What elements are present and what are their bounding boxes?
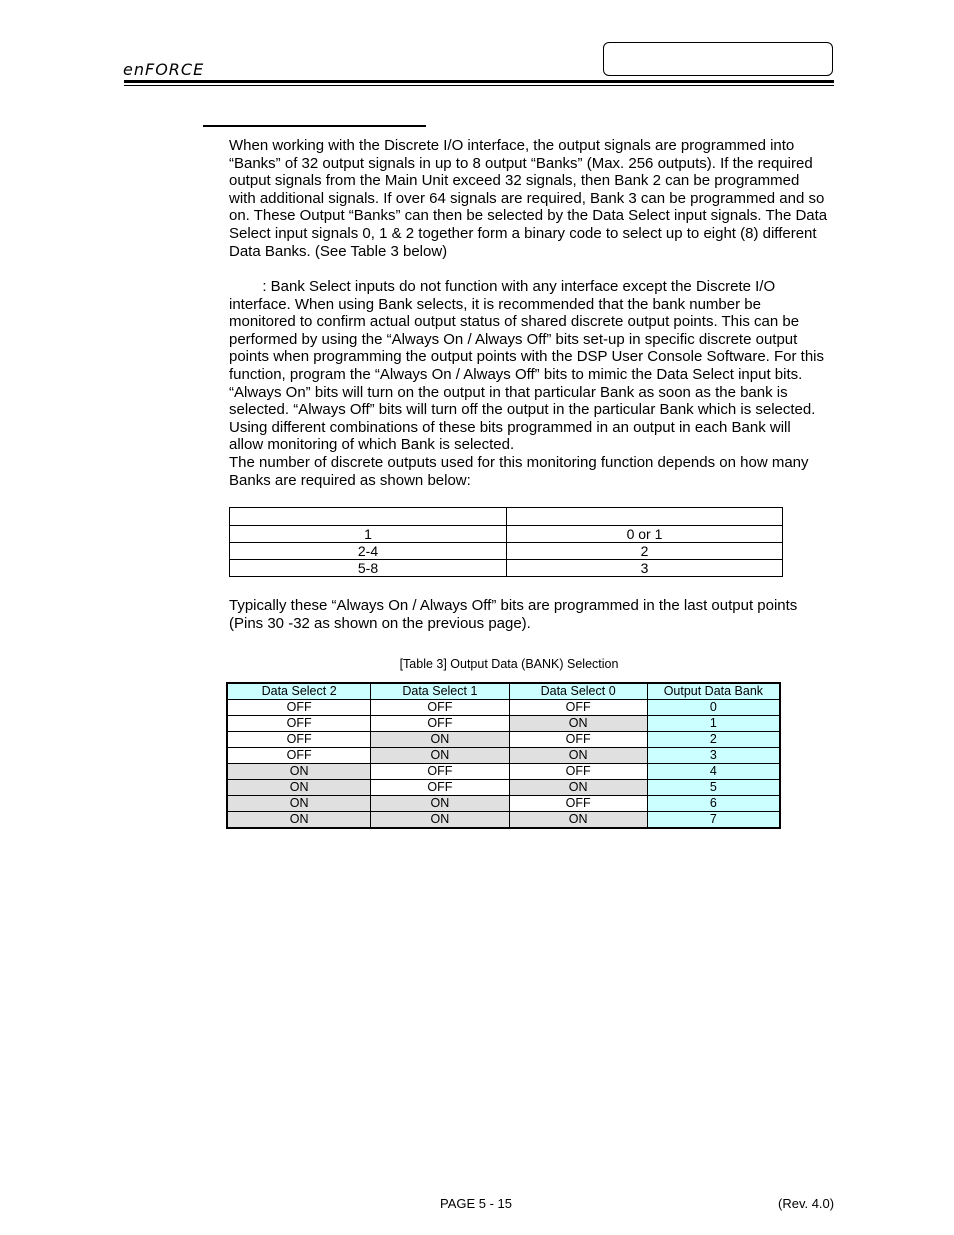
select-cell: OFF — [227, 732, 371, 748]
table-header-cell — [507, 508, 783, 526]
select-cell: OFF — [509, 700, 647, 716]
header-output-data-bank: Output Data Bank — [647, 683, 780, 700]
header-rule — [124, 80, 834, 83]
bank-cell: 7 — [647, 812, 780, 829]
header-data-select-1: Data Select 1 — [371, 683, 509, 700]
table-row — [230, 526, 783, 543]
bank-cell: 5 — [647, 780, 780, 796]
table-cell: 0 or 1 — [507, 526, 783, 543]
select-cell: ON — [371, 732, 509, 748]
select-cell: OFF — [371, 780, 509, 796]
select-cell: OFF — [371, 764, 509, 780]
intro-paragraph: When working with the Discrete I/O interface, the output signals are programmed into “Banks” of 32 output signals in up to 8 output “Banks” (Max. 256 outputs). If the required output signals from the Main Unit exceed 32 signals, then Bank 2 can be programmed with additional signals. If over 64 signals are required, Bank 3 can be programmed and so on. These Output “Banks” can then be selected by the Data Select input signals. The Data Select input signals 0, 1 & 2 together form a binary code to select up to eight (8) different Data Banks. (See Table 3 below) — [229, 137, 828, 260]
banks-outputs-table — [229, 507, 783, 577]
select-cell: OFF — [509, 764, 647, 780]
bank-cell: 3 — [647, 748, 780, 764]
select-cell: ON — [509, 780, 647, 796]
table-row — [227, 700, 780, 716]
table3-caption: [Table 3] Output Data (BANK) Selection — [399, 657, 619, 671]
table-row — [227, 780, 780, 796]
header-data-select-2: Data Select 2 — [227, 683, 371, 700]
header-data-select-0: Data Select 0 — [509, 683, 647, 700]
table-row — [227, 716, 780, 732]
page-number: PAGE 5 - 15 — [440, 1196, 513, 1211]
table-row — [227, 764, 780, 780]
section-heading-rule — [203, 125, 426, 127]
select-cell: ON — [371, 812, 509, 829]
select-cell: OFF — [227, 716, 371, 732]
note-paragraph — [229, 278, 829, 489]
table-header-row — [227, 683, 780, 700]
select-cell: ON — [227, 780, 371, 796]
select-cell: ON — [509, 812, 647, 829]
table-row — [227, 732, 780, 748]
table-row — [227, 812, 780, 829]
select-cell: ON — [371, 748, 509, 764]
table-cell: 1 — [230, 526, 507, 543]
table-row — [227, 748, 780, 764]
monitoring-text: The number of discrete outputs used for this monitoring function depends on how many Banks are required as shown below: — [229, 453, 809, 489]
bank-cell: 2 — [647, 732, 780, 748]
select-cell: OFF — [227, 700, 371, 716]
select-cell: OFF — [371, 716, 509, 732]
select-cell: ON — [227, 764, 371, 780]
select-cell: OFF — [509, 796, 647, 812]
bank-cell: 6 — [647, 796, 780, 812]
table-row — [230, 543, 783, 560]
typical-paragraph: Typically these “Always On / Always Off” bits are programmed in the last output points (Pins 30 -32 as shown on the previous page). — [229, 597, 798, 632]
bank-cell: 0 — [647, 700, 780, 716]
table-cell: 2 — [507, 543, 783, 560]
bank-cell: 1 — [647, 716, 780, 732]
select-cell: OFF — [371, 700, 509, 716]
select-cell: ON — [509, 748, 647, 764]
select-cell: ON — [227, 812, 371, 829]
select-cell: OFF — [227, 748, 371, 764]
enforce-logo: enFORCE — [123, 60, 205, 79]
bank-cell: 4 — [647, 764, 780, 780]
note-text: : Bank Select inputs do not function with any interface except the Discrete I/O interface. When using Bank selects, it is recommended that the bank number be monitored to confirm actual output status of shared discrete output points. This can be performed by using the “Always On / Always Off” bits set-up in specific discrete output points when programming the output points with the DSP User Console Software. For this function, program the “Always On / Always Off” bits to mimic the Data Select input bits. “Always On” bits will turn on the output in that particular Bank as soon as the bank is selected. “Always Off” bits will turn off the output in the particular Bank which is selected. Using different combinations of these bits programmed in an output in each Bank will allow monitoring of which Bank is selected. — [229, 278, 829, 454]
output-data-bank-table — [226, 682, 781, 829]
header-title-box — [603, 42, 833, 76]
table-cell: 2-4 — [230, 543, 507, 560]
table-row — [227, 796, 780, 812]
revision: (Rev. 4.0) — [778, 1196, 835, 1211]
select-cell: OFF — [509, 732, 647, 748]
select-cell: ON — [509, 716, 647, 732]
table-cell: 3 — [507, 560, 783, 577]
select-cell: ON — [371, 796, 509, 812]
table-cell: 5-8 — [230, 560, 507, 577]
select-cell: ON — [227, 796, 371, 812]
header-rule-thin — [124, 85, 834, 86]
table-header-cell — [230, 508, 507, 526]
table-row — [230, 560, 783, 577]
table-row — [230, 508, 783, 526]
